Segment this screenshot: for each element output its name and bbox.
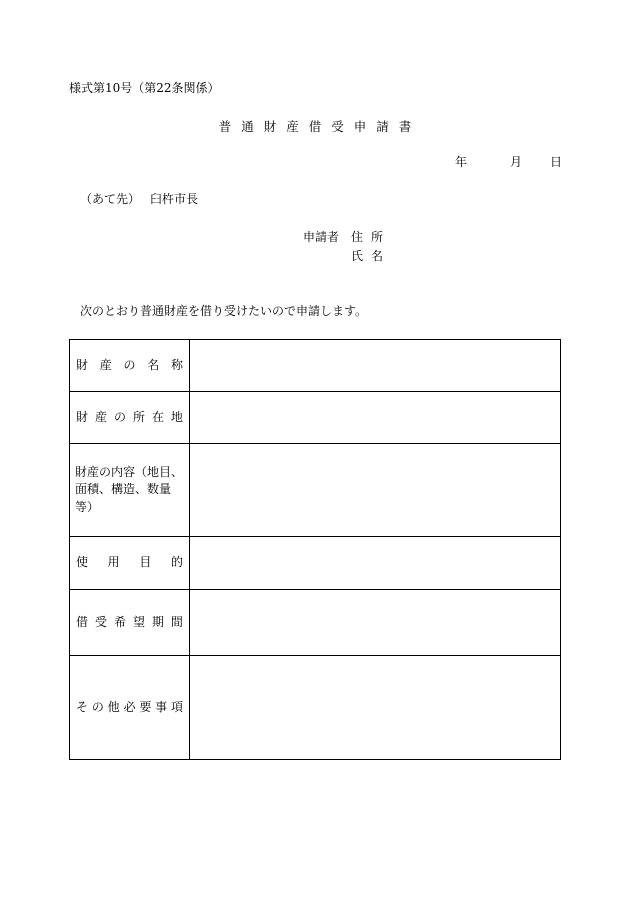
date-day-label: 日 bbox=[550, 155, 563, 169]
label-char: 産 bbox=[99, 357, 112, 372]
table-row bbox=[70, 392, 561, 444]
row-label-cell bbox=[70, 444, 190, 537]
addressee-name: 臼杵市長 bbox=[150, 192, 199, 206]
label-char: 産 bbox=[94, 409, 107, 424]
row-value-cell[interactable] bbox=[190, 656, 561, 760]
label-char: 望 bbox=[132, 614, 145, 629]
table-row bbox=[70, 590, 561, 656]
row-label bbox=[70, 409, 189, 426]
label-char: 所 bbox=[132, 409, 145, 424]
date-line bbox=[455, 156, 562, 168]
label-char: 使 bbox=[76, 555, 89, 570]
table-row bbox=[70, 340, 561, 392]
row-label-cell bbox=[70, 656, 190, 760]
label-char: 地 bbox=[170, 409, 183, 424]
applicant-name-label: 氏名 bbox=[351, 249, 392, 263]
row-value-cell[interactable] bbox=[190, 392, 561, 444]
form-number: 様式第10号（第22条関係） bbox=[69, 81, 220, 95]
application-table bbox=[69, 339, 561, 760]
label-char: 名 bbox=[147, 357, 160, 372]
table-row bbox=[70, 537, 561, 590]
date-month-label: 月 bbox=[510, 155, 523, 169]
row-label bbox=[70, 554, 189, 571]
label-char: 期 bbox=[151, 614, 164, 629]
row-label: 財産の内容（地目、面積、構造、数量等） bbox=[75, 464, 184, 514]
row-value-cell[interactable] bbox=[190, 444, 561, 537]
addressee bbox=[80, 193, 198, 205]
table-row bbox=[70, 656, 561, 760]
table-row bbox=[70, 444, 561, 537]
label-char: 用 bbox=[107, 555, 120, 570]
row-label-cell bbox=[70, 340, 190, 392]
date-year-label: 年 bbox=[455, 155, 468, 169]
label-char: 称 bbox=[170, 357, 183, 372]
applicant-label: 申請者 bbox=[303, 230, 340, 244]
label-char: 必 bbox=[123, 699, 136, 714]
row-label-cell bbox=[70, 590, 190, 656]
label-char: 間 bbox=[170, 614, 183, 629]
row-label-cell bbox=[70, 537, 190, 590]
intro-text: 次のとおり普通財産を借り受けたいので申請します。 bbox=[80, 304, 368, 318]
label-char: 希 bbox=[113, 614, 126, 629]
label-char: の bbox=[123, 357, 136, 372]
row-label bbox=[70, 699, 189, 716]
label-char: 在 bbox=[151, 409, 164, 424]
document-title: 普通財産借受申請書 bbox=[218, 119, 422, 134]
row-value-cell[interactable] bbox=[190, 537, 561, 590]
label-char: 財 bbox=[76, 409, 89, 424]
label-char: 要 bbox=[139, 699, 152, 714]
label-char: の bbox=[113, 409, 126, 424]
label-char: 的 bbox=[170, 555, 183, 570]
row-value-cell[interactable] bbox=[190, 340, 561, 392]
label-char: 借 bbox=[76, 614, 89, 629]
label-char: 財 bbox=[76, 357, 89, 372]
row-value-cell[interactable] bbox=[190, 590, 561, 656]
label-char: 受 bbox=[94, 614, 107, 629]
addressee-label: （あて先） bbox=[80, 192, 141, 206]
applicant-address-label: 住所 bbox=[351, 230, 392, 244]
label-char: 項 bbox=[170, 699, 183, 714]
row-label-cell bbox=[70, 392, 190, 444]
row-label bbox=[70, 357, 189, 374]
label-char: 事 bbox=[155, 699, 168, 714]
label-char: 他 bbox=[107, 699, 120, 714]
label-char: そ bbox=[76, 699, 89, 714]
label-char: の bbox=[91, 699, 104, 714]
label-char: 目 bbox=[139, 555, 152, 570]
row-label bbox=[70, 614, 189, 631]
